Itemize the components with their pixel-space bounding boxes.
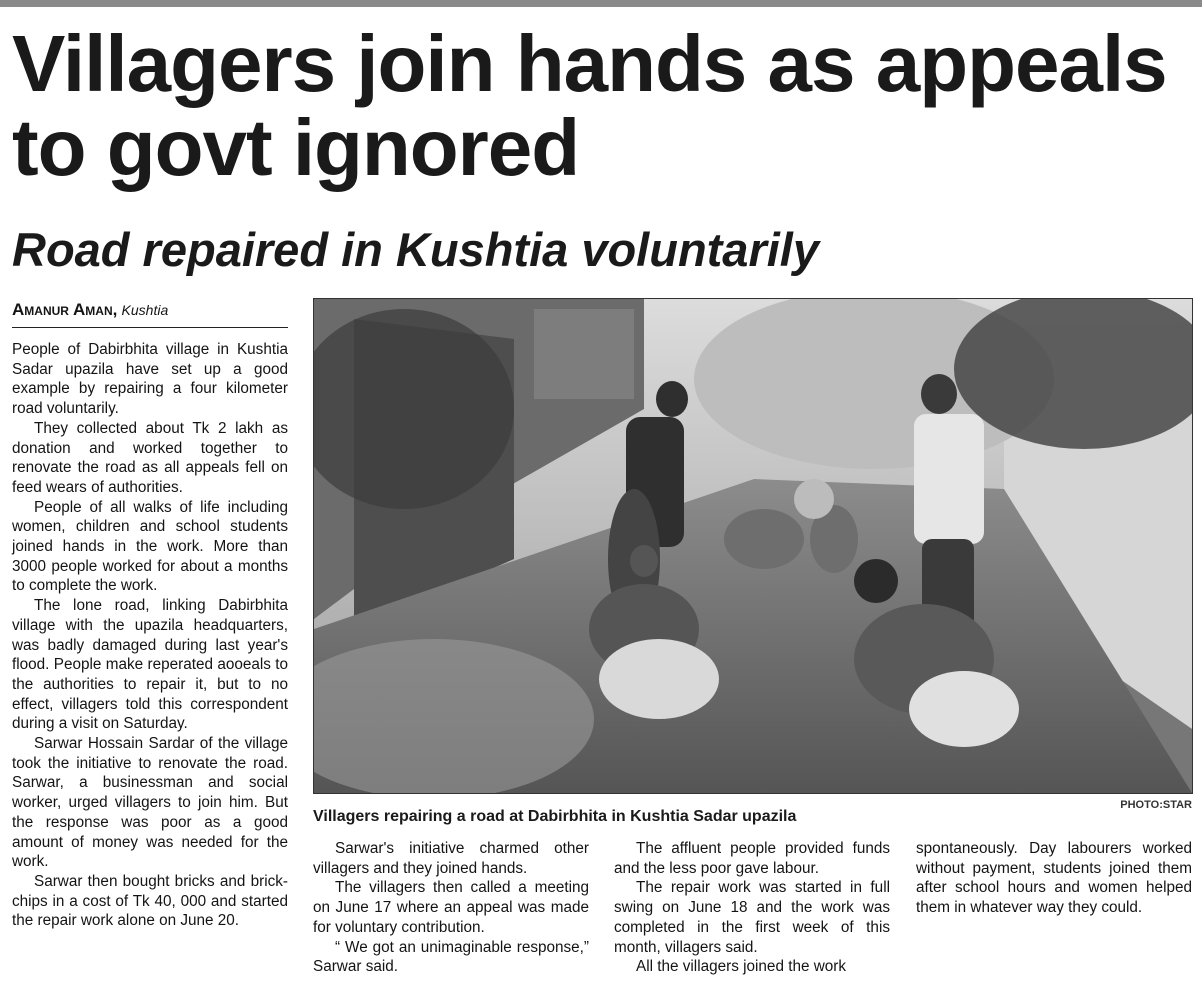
paragraph: “ We got an unimaginable response,” Sarwar said. (313, 938, 589, 976)
photo-caption: Villagers repairing a road at Dabirbhita in Kushtia Sadar upazila (313, 808, 797, 825)
paragraph: Sarwar Hossain Sardar of the village took the initiative to renovate the road. Sarwar, a businessman and social worker, urged villagers to join him. But the response was poor as a good amount of money was needed for the work. (12, 735, 288, 871)
paragraph: They collected about Tk 2 lakh as donation and worked together to renovate the road as all appeals fell on feed wears of authorities. (12, 419, 288, 496)
byline-author: Amanur Aman, (12, 300, 118, 319)
article-column-1 (12, 340, 288, 931)
paragraph: The repair work was started in full swing on June 18 and the work was completed in the first week of this month, villagers said. (614, 879, 890, 956)
paragraph: People of Dabirbhita village in Kushtia Sadar upazila have set up a good example by repairing a four kilometer road voluntarily. (12, 341, 288, 418)
photo-illustration (314, 299, 1192, 793)
paragraph: The affluent people provided funds and the less poor gave labour. (614, 840, 890, 877)
photo-credit: PHOTO:STAR (1120, 799, 1192, 811)
paragraph: spontaneously. Day labourers worked without payment, students joined them after school hours and women helped them in whatever way they could. (916, 840, 1192, 917)
paragraph: All the villagers joined the work (636, 958, 847, 976)
news-photo (313, 298, 1193, 794)
article-column-3 (614, 839, 890, 977)
paragraph: Sarwar's initiative charmed other villagers and they joined hands. (313, 840, 589, 877)
paragraph: The villagers then called a meeting on June 17 where an appeal was made for voluntary contribution. (313, 879, 589, 936)
byline-location: Kushtia (121, 302, 169, 318)
paragraph: People of all walks of life including women, children and school students joined hands in the work. More than 3000 people worked for about a months to complete the work. (12, 498, 288, 595)
article-column-4 (916, 839, 1192, 918)
paragraph: Sarwar then bought bricks and brick-chips in a cost of Tk 40, 000 and started the repair work alone on June 20. (12, 872, 288, 930)
top-rule (0, 0, 1202, 7)
subheadline: Road repaired in Kushtia voluntarily (12, 223, 819, 276)
article-column-2 (313, 839, 589, 977)
byline (12, 300, 288, 328)
headline: Villagers join hands as appeals to govt ignored (12, 19, 1167, 192)
paragraph: The lone road, linking Dabirbhita village with the upazila headquarters, was badly damaged during last year's flood. People make reperated aooeals to the authorities to repair it, but to no effect, villagers told this correspondent during a visit on Saturday. (12, 597, 288, 733)
